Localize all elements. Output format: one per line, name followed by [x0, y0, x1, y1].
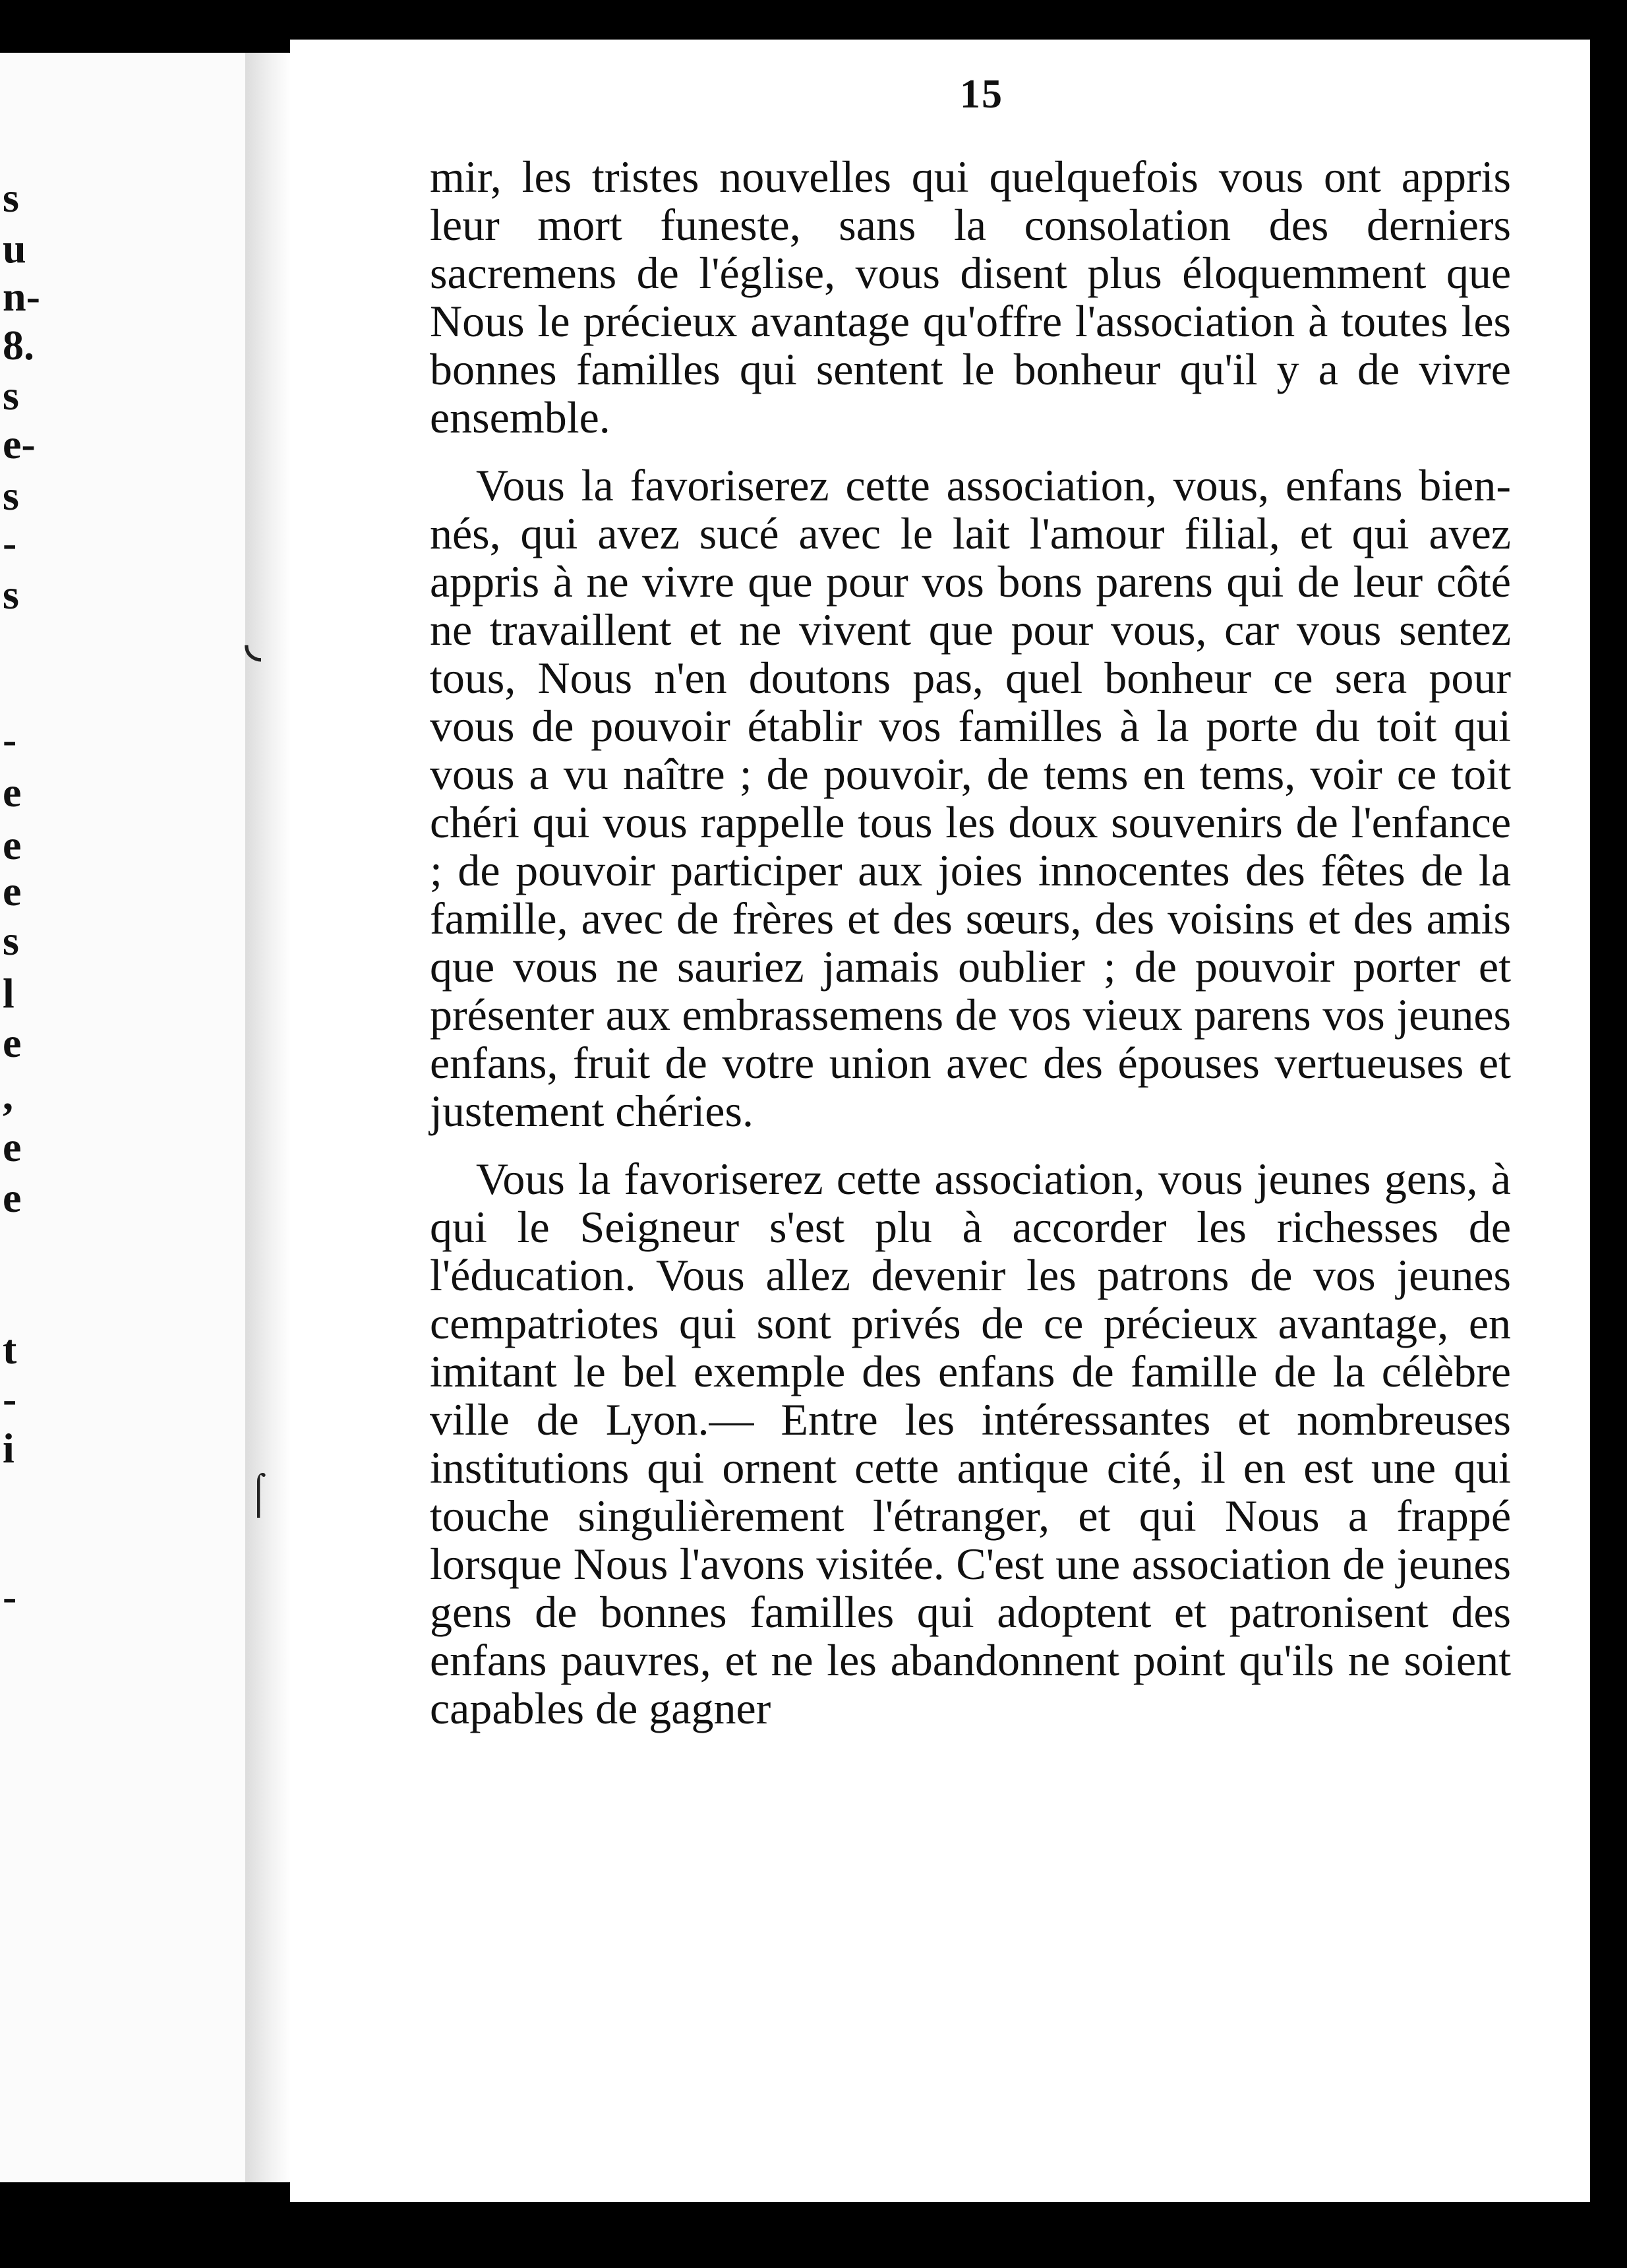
facing-page-fragment: s: [3, 571, 19, 618]
body-text: [430, 153, 1511, 1752]
facing-page-fragment: 8.: [3, 322, 34, 369]
facing-page-fragment: e: [3, 821, 22, 868]
facing-page-fragment: e: [3, 769, 22, 816]
facing-page-fragment: e-: [3, 421, 36, 467]
gutter-mark: ◟: [245, 621, 261, 665]
facing-page-fragment: u: [3, 225, 26, 272]
facing-page-fragment: t: [3, 1326, 17, 1373]
facing-page-fragment: e: [3, 1019, 22, 1066]
page-number: 15: [960, 72, 1003, 117]
facing-page-fragment: e: [3, 1123, 22, 1170]
facing-page-fragment: -: [3, 716, 17, 763]
facing-page-fragment: s: [3, 472, 19, 519]
facing-page-fragment: -: [3, 1573, 17, 1620]
facing-page-fragment: ,: [3, 1072, 13, 1119]
facing-page-fragment: -: [3, 1375, 17, 1422]
facing-page-fragment: s: [3, 372, 19, 419]
paragraph: Vous la favoriserez cette association, vous, enfans bien-nés, qui avez sucé avec le lait l'amour filial, et qui avez appris à ne vivre que pour vos bons parens qui de leur côté ne travaillent et ne vivent que pour vous, car vous sentez tous, Nous n'en doutons pas, quel bonheur ce sera pour vous de pouvoir établir vos familles à la porte du toit qui vous a vu naître ; de pouvoir, de tems en tems, voir ce toit chéri qui vous rappelle tous les doux souvenirs de l'enfance ; de pouvoir participer aux joies innocentes des fêtes de la famille, avec de frères et des sœurs, des voisins et des amis que vous ne sauriez jamais oublier ; de pouvoir porter et présenter aux embrassemens de vos vieux parens vos jeunes enfans, fruit de votre union avec des épouses vertueuses et justement chéries.: [430, 460, 1511, 1136]
facing-page-fragment: l: [3, 970, 15, 1017]
gutter-mark: ⌠: [247, 1471, 271, 1514]
facing-page: [0, 53, 249, 2182]
paragraph: Vous la favoriserez cette association, vous jeunes gens, à qui le Seigneur s'est plu à accorder les richesses de l'éducation. Vous allez devenir les patrons de vos jeunes cempatriotes qui sont privés de ce précieux avantage, en imitant le bel exemple des enfans de famille de la célèbre ville de Lyon.— Entre les intéressantes et nombreuses institutions qui ornent cette antique cité, il en est une qui touche singulièrement l'étranger, et qui Nous a frappé lorsque Nous l'avons visitée. C'est une association de jeunes gens de bonnes familles qui adoptent et patronisent des enfans pauvres, et ne les abandonnent point qu'ils ne soient capables de gagner: [430, 1154, 1511, 1733]
facing-page-fragment: s: [3, 917, 19, 964]
page-gutter: [245, 53, 291, 2182]
facing-page-fragment: e: [3, 1174, 22, 1221]
facing-page-fragment: s: [3, 174, 19, 221]
paragraph: mir, les tristes nouvelles qui quelquefois vous ont appris leur mort funeste, sans la consolation des derniers sacremens de l'église, vous disent plus éloquemment que Nous le précieux avantage qu'offre l'association à toutes les bonnes familles qui sentent le bonheur qu'il y a de vivre ensemble.: [430, 152, 1511, 442]
facing-page-fragment: -: [3, 520, 17, 566]
facing-page-fragment: i: [3, 1425, 15, 1472]
facing-page-fragment: n-: [3, 273, 40, 320]
facing-page-fragment: e: [3, 868, 22, 914]
